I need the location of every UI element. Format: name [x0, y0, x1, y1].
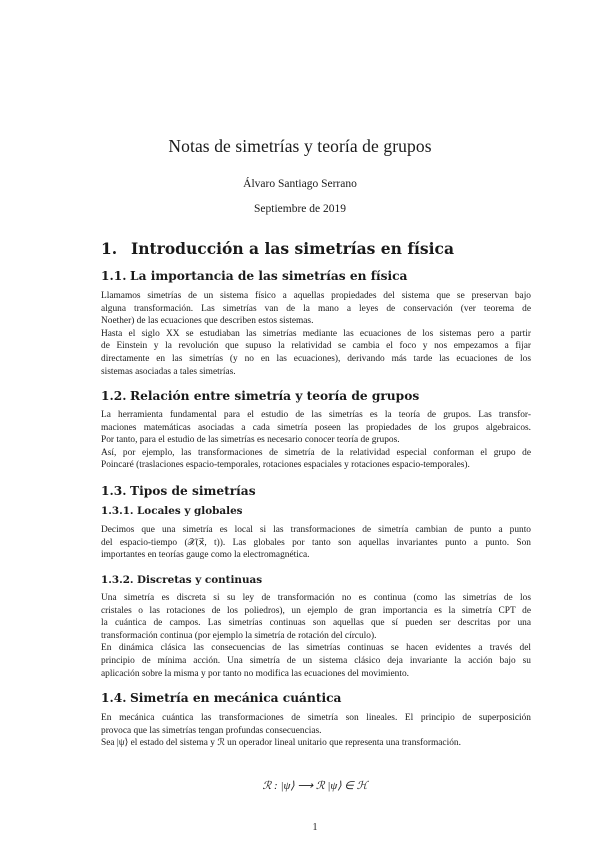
text-line: alguna transformación. Las simetrías van de la mano a leyes de conservación (ver teorema de [101, 303, 531, 314]
subsection-title: Simetría en mecánica cuántica [130, 691, 342, 705]
text-line: Decimos que una simetría es local si las transformaciones de simetría cambian de punto a punto [101, 525, 531, 535]
subsection-title: Relación entre simetría y teoría de grupos [130, 389, 420, 403]
page-number: 1 [312, 822, 318, 833]
text-line: sistemas asociadas a tales simetrías. [101, 366, 236, 377]
document-author: Álvaro Santiago Serrano [243, 178, 357, 190]
text-line: Sea |ψ⟩ el estado del sistema y ℛ un operador lineal unitario que representa una transformación. [101, 738, 461, 749]
text-line: la cuántica de campos. Las simetrías continuas son aquellas que sí pueden ser descritas por una [101, 618, 531, 629]
document-date: Septiembre de 2019 [254, 203, 346, 215]
subsubsection-title: Locales y globales [137, 505, 243, 517]
text-line: de Einstein y la revolución que supuso la relatividad se cambia el foco y nos empezamos a fijar [101, 341, 531, 352]
text-line: En mecánica cuántica las transformaciones de simetría son lineales. El principio de superposición [101, 713, 531, 723]
text-line: La herramienta fundamental para el estudio de las simetrías es la teoría de grupos. Las transfor- [101, 410, 531, 420]
subsection-title: La importancia de las simetrías en física [130, 269, 408, 283]
text-line: Llamamos simetrías de un sistema físico a aquellas propiedades del sistema que se preservan bajo [101, 291, 531, 301]
paragraph-quantum [101, 712, 531, 750]
text-line: Hasta el siglo XX se estudiaban las simetrías mediante las ecuaciones de los sistemas pero a partir [101, 328, 531, 339]
text-line: Así, por ejemplo, las transformaciones de simetría de la relatividad especial conforman el grupo de [101, 447, 531, 458]
text-line: aplicación sobre la misma y por tanto no modifica las ecuaciones del movimiento. [101, 668, 409, 679]
subsection-number: 1.1. [101, 269, 127, 283]
section-number: 1. [101, 239, 118, 258]
paragraph-discrete-continuous [101, 592, 531, 680]
text-line: directamente en las simetrías (y no en las ecuaciones), derivando más tarde las ecuaciones de los [101, 353, 531, 364]
text-line: importantes en teorías gauge como la electromagnética. [101, 550, 310, 561]
paragraph-importance [101, 290, 531, 378]
subsubsection-1-3-1-heading [101, 505, 243, 517]
transformation-equation: ℛ : |ψ⟩ ⟶ ℛ |ψ⟩ ∈ ℋ [262, 780, 368, 792]
section-1-heading [101, 239, 454, 258]
subsection-title: Tipos de simetrías [130, 484, 256, 498]
text-line: Noether) de las ecuaciones que describen estos sistemas. [101, 316, 314, 327]
text-line: Una simetría es discreta si su ley de transformación no es continua (como las simetrías de los [101, 593, 531, 603]
subsection-1-2-heading [101, 389, 419, 403]
text-line: maciones matemáticas asociadas a cada simetría poseen las propiedades de los grupos algebraicos. [101, 422, 531, 433]
text-line: provoca que las simetrías tengan profundas consecuencias. [101, 725, 322, 736]
subsection-number: 1.4. [101, 691, 127, 705]
text-line: del espacio-tiempo (𝒳(x⃗, t)). Las globales por tanto son aquellas invariantes punto a punto. Son [101, 537, 531, 548]
subsubsection-number: 1.3.2. [101, 574, 134, 586]
text-line: cristales o las rotaciones de los poliedros), un ejemplo de gran importancia es la simetría CPT de [101, 605, 531, 616]
paragraph-local-global [101, 524, 531, 562]
subsubsection-title: Discretas y continuas [137, 574, 263, 586]
subsubsection-1-3-2-heading [101, 574, 262, 586]
text-line: Por tanto, para el estudio de las simetrías es necesario conocer teoría de grupos. [101, 435, 400, 446]
text-line: En dinámica clásica las consecuencias de las simetrías continuas se hacen evidentes a través del [101, 643, 531, 654]
subsubsection-number: 1.3.1. [101, 505, 134, 517]
subsection-1-4-heading [101, 691, 341, 705]
text-line: Poincaré (traslaciones espacio-temporales, rotaciones espaciales y rotaciones espacio-temporales). [101, 460, 470, 471]
text-line: principio de mínima acción. Una simetría de un sistema clásico deja invariante la acción bajo su [101, 655, 531, 666]
text-line: transformación continua (por ejemplo la simetría de rotación del círculo). [101, 630, 377, 641]
section-title: Introducción a las simetrías en física [131, 239, 454, 258]
subsection-1-3-heading [101, 484, 256, 498]
subsection-number: 1.3. [101, 484, 127, 498]
subsection-1-1-heading [101, 269, 407, 283]
subsection-number: 1.2. [101, 389, 127, 403]
paragraph-groups [101, 409, 531, 472]
document-title: Notas de simetrías y teoría de grupos [168, 136, 432, 156]
